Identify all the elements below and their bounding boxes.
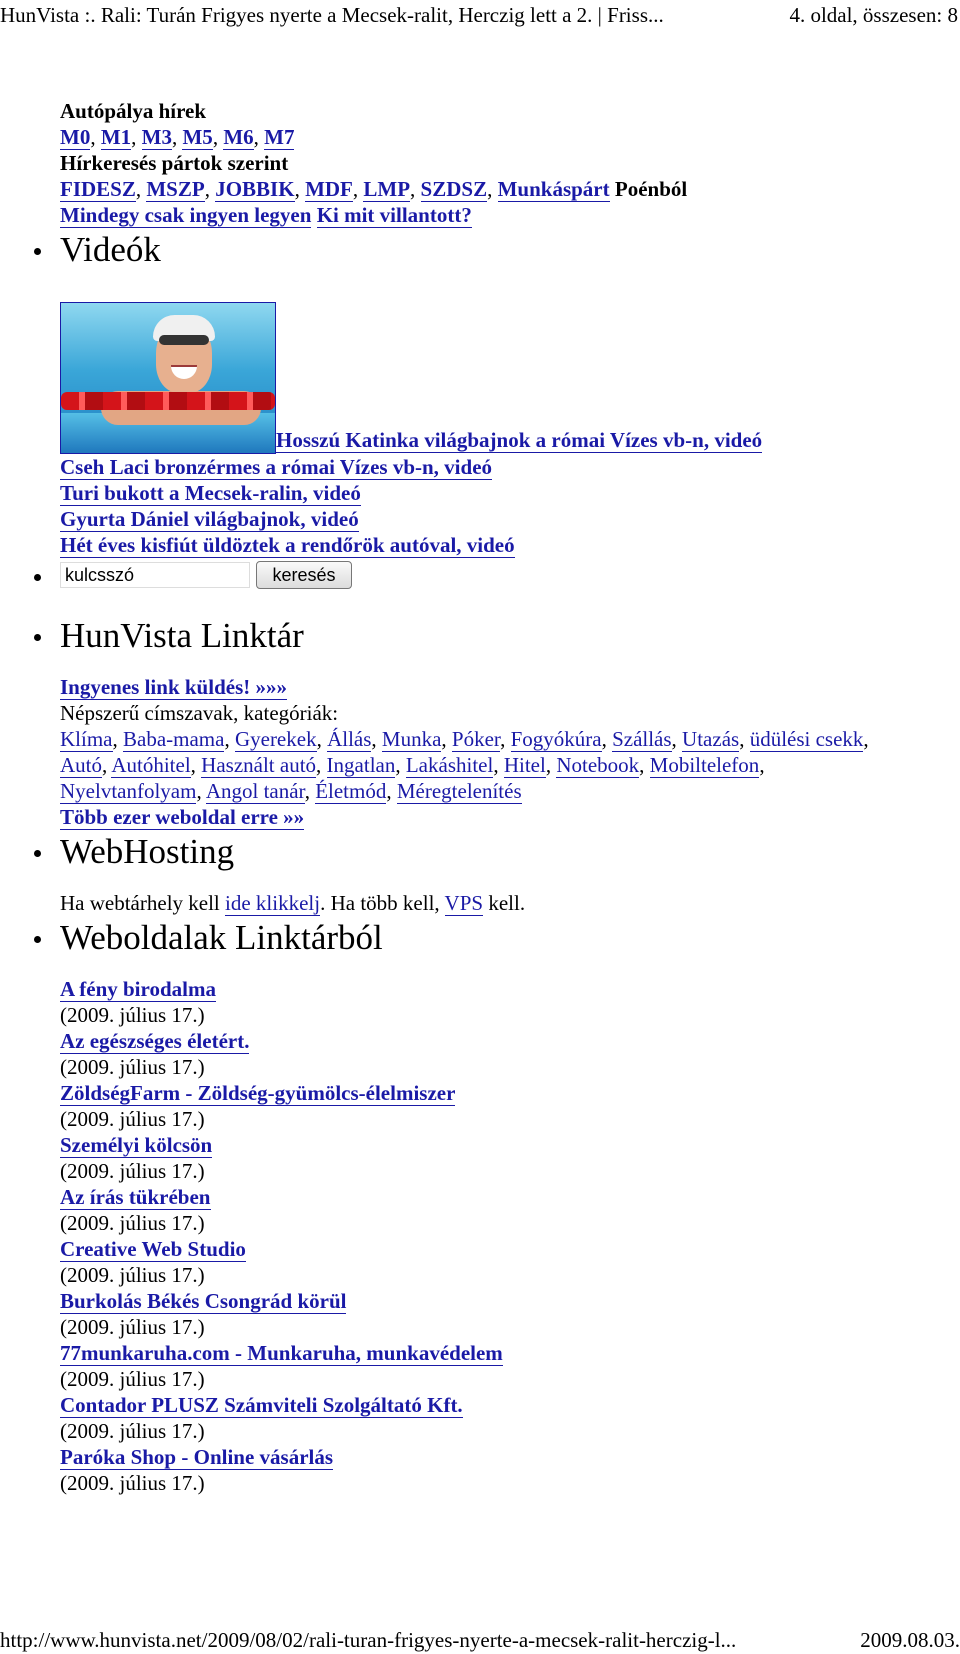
category-link[interactable]: Klíma [60,727,113,751]
highways-heading: Autópálya hírek [60,99,207,123]
page-title: HunVista :. Rali: Turán Frigyes nyerte a Mecsek-ralit, Herczig lett a 2. | Friss... [0,3,664,27]
site-link[interactable]: Contador PLUSZ Számviteli Szolgáltató Kft. [60,1393,463,1417]
link-mszp[interactable]: MSZP [146,177,205,201]
video-link[interactable]: Gyurta Dániel világbajnok, videó [60,507,359,531]
category-link[interactable]: Méregtelenítés [396,779,522,803]
category-link[interactable]: Hitel [503,753,546,777]
category-link[interactable]: Póker [451,727,501,751]
site-entry [60,1340,940,1392]
sites-heading: Weboldalak Linktárból [60,918,383,957]
category-link[interactable]: Életmód [315,779,387,803]
category-link[interactable]: Utazás [682,727,740,751]
video-link[interactable]: Hosszú Katinka világbajnok a római Vízes vb-n, videó [276,428,763,452]
site-date: (2009. július 17.) [60,1107,205,1131]
video-link[interactable]: Turi bukott a Mecsek-ralin, videó [60,481,361,505]
more-sites-link[interactable]: Több ezer weboldal erre »» [60,805,305,829]
site-link[interactable]: 77munkaruha.com - Munkaruha, munkavédelem [60,1341,503,1365]
sidebar-widgets [60,228,940,1496]
sites-widget [60,916,940,1496]
print-header [0,0,960,36]
category-link[interactable]: Angol tanár [205,779,305,803]
site-date: (2009. július 17.) [60,1315,205,1339]
search-widget [60,560,940,590]
site-link[interactable]: A fény birodalma [60,977,216,1001]
highway-links: M0, M1, M3, M5, M6, M7 [60,125,295,149]
site-date: (2009. július 17.) [60,1263,205,1287]
submit-link[interactable]: Ingyenes link küldés! »»» [60,675,287,699]
category-link[interactable]: üdülési csekk [749,727,864,751]
category-link[interactable]: Nyelvtanfolyam [60,779,197,803]
search-input[interactable] [60,562,250,588]
category-link[interactable]: Fogyókúra [510,727,602,751]
link-m1[interactable]: M1 [100,125,132,149]
link-szdsz[interactable]: SZDSZ [420,177,488,201]
video-link[interactable]: Hét éves kisfiút üldöztek a rendőrök autóval, videó [60,533,515,557]
category-link[interactable]: Lakáshitel [405,753,494,777]
bullet [34,850,41,857]
webhosting-link[interactable]: ide klikkelj [225,891,321,915]
category-link[interactable]: Állás [327,727,372,751]
party-links: FIDESZ, MSZP, JOBBIK, MDF, LMP, SZDSZ, Munkáspárt Poénból [60,177,688,201]
site-date: (2009. július 17.) [60,1211,205,1235]
link-m3[interactable]: M3 [141,125,172,149]
parties-heading: Hírkeresés pártok szerint [60,151,289,175]
category-link[interactable]: Használt autó [201,753,317,777]
site-entry [60,976,940,1028]
site-date: (2009. július 17.) [60,1003,205,1027]
site-date: (2009. július 17.) [60,1367,205,1391]
link-m5[interactable]: M5 [182,125,213,149]
video-feature [60,302,940,454]
videos-heading: Videók [60,230,161,269]
category-link[interactable]: Munka [381,727,442,751]
bullet [34,634,41,641]
site-link[interactable]: Személyi kölcsön [60,1133,213,1157]
extra-links [60,202,940,228]
bullet [34,936,41,943]
search-form [60,560,940,590]
category-link[interactable]: Baba-mama [123,727,225,751]
link-ki-mit-villantott[interactable]: Ki mit villantott? [316,203,472,227]
category-link[interactable]: Szállás [612,727,672,751]
category-links: Klíma, Baba-mama, Gyerekek, Állás, Munka, Póker, Fogyókúra, Szállás, Utazás, üdülési csekk, Autó, Autóhitel, Használt autó, Ingatlan, Lakáshitel, Hitel, Notebook, Mobiltelefon, Nyelvtanfolyam, Angol tanár, Életmód, Méregtelenítés [60,727,869,803]
search-button[interactable]: keresés [256,561,352,589]
site-entry [60,1132,940,1184]
site-link[interactable]: Paróka Shop - Online vásárlás [60,1445,334,1469]
linktar-heading: HunVista Linktár [60,616,304,655]
category-link[interactable]: Ingatlan [326,753,396,777]
category-link[interactable]: Gyerekek [234,727,317,751]
category-link[interactable]: Autó [60,753,102,777]
site-entry [60,1028,940,1080]
link-munkaspart[interactable]: Munkáspárt [497,177,610,201]
video-link[interactable]: Cseh Laci bronzérmes a római Vízes vb-n, videó [60,455,493,479]
swimmer-photo-icon[interactable] [60,302,276,454]
page-number: 4. oldal, összesen: 8 [789,3,958,27]
site-entry [60,1444,940,1496]
site-link[interactable]: Az írás tükrében [60,1185,211,1209]
site-date: (2009. július 17.) [60,1419,205,1443]
site-link[interactable]: Burkolás Békés Csongrád körül [60,1289,347,1313]
bullet [34,248,41,255]
bullet [34,574,41,581]
site-entry [60,1080,940,1132]
site-entry [60,1184,940,1236]
popular-label: Népszerű címszavak, kategóriák: [60,701,339,725]
site-date: (2009. július 17.) [60,1471,205,1495]
videos-widget [60,228,940,558]
link-jobbik[interactable]: JOBBIK [215,177,295,201]
webhosting-heading: WebHosting [60,832,235,871]
vps-link[interactable]: VPS [444,891,484,915]
link-fidesz[interactable]: FIDESZ [60,177,136,201]
print-date: 2009.08.03. [860,1628,960,1652]
linktar-widget [60,614,940,830]
site-entry [60,1236,940,1288]
category-link[interactable]: Autóhitel [111,753,191,777]
link-mindegy[interactable]: Mindegy csak ingyen legyen [60,203,312,227]
main-content [60,98,940,1496]
site-link[interactable]: Creative Web Studio [60,1237,246,1261]
category-link[interactable]: Mobiltelefon [649,753,760,777]
category-link[interactable]: Notebook [556,753,640,777]
poenbol-label: Poénból [614,177,688,201]
webhosting-text: Ha webtárhely kell ide klikkelj. Ha több kell, VPS kell. [60,891,526,915]
page-url: http://www.hunvista.net/2009/08/02/rali-turan-frigyes-nyerte-a-mecsek-ralit-herczig-l... [0,1628,737,1652]
site-date: (2009. július 17.) [60,1159,205,1183]
link-m6[interactable]: M6 [223,125,254,149]
site-entry [60,1392,940,1444]
site-link[interactable]: Az egészséges életért. [60,1029,250,1053]
webhosting-widget [60,830,940,916]
site-date: (2009. július 17.) [60,1055,205,1079]
link-m0[interactable]: M0 [60,125,91,149]
link-lmp[interactable]: LMP [363,177,411,201]
site-entry [60,1288,940,1340]
site-link[interactable]: ZöldségFarm - Zöldség-gyümölcs-élelmiszer [60,1081,456,1105]
link-m7[interactable]: M7 [264,125,295,149]
link-mdf[interactable]: MDF [305,177,353,201]
